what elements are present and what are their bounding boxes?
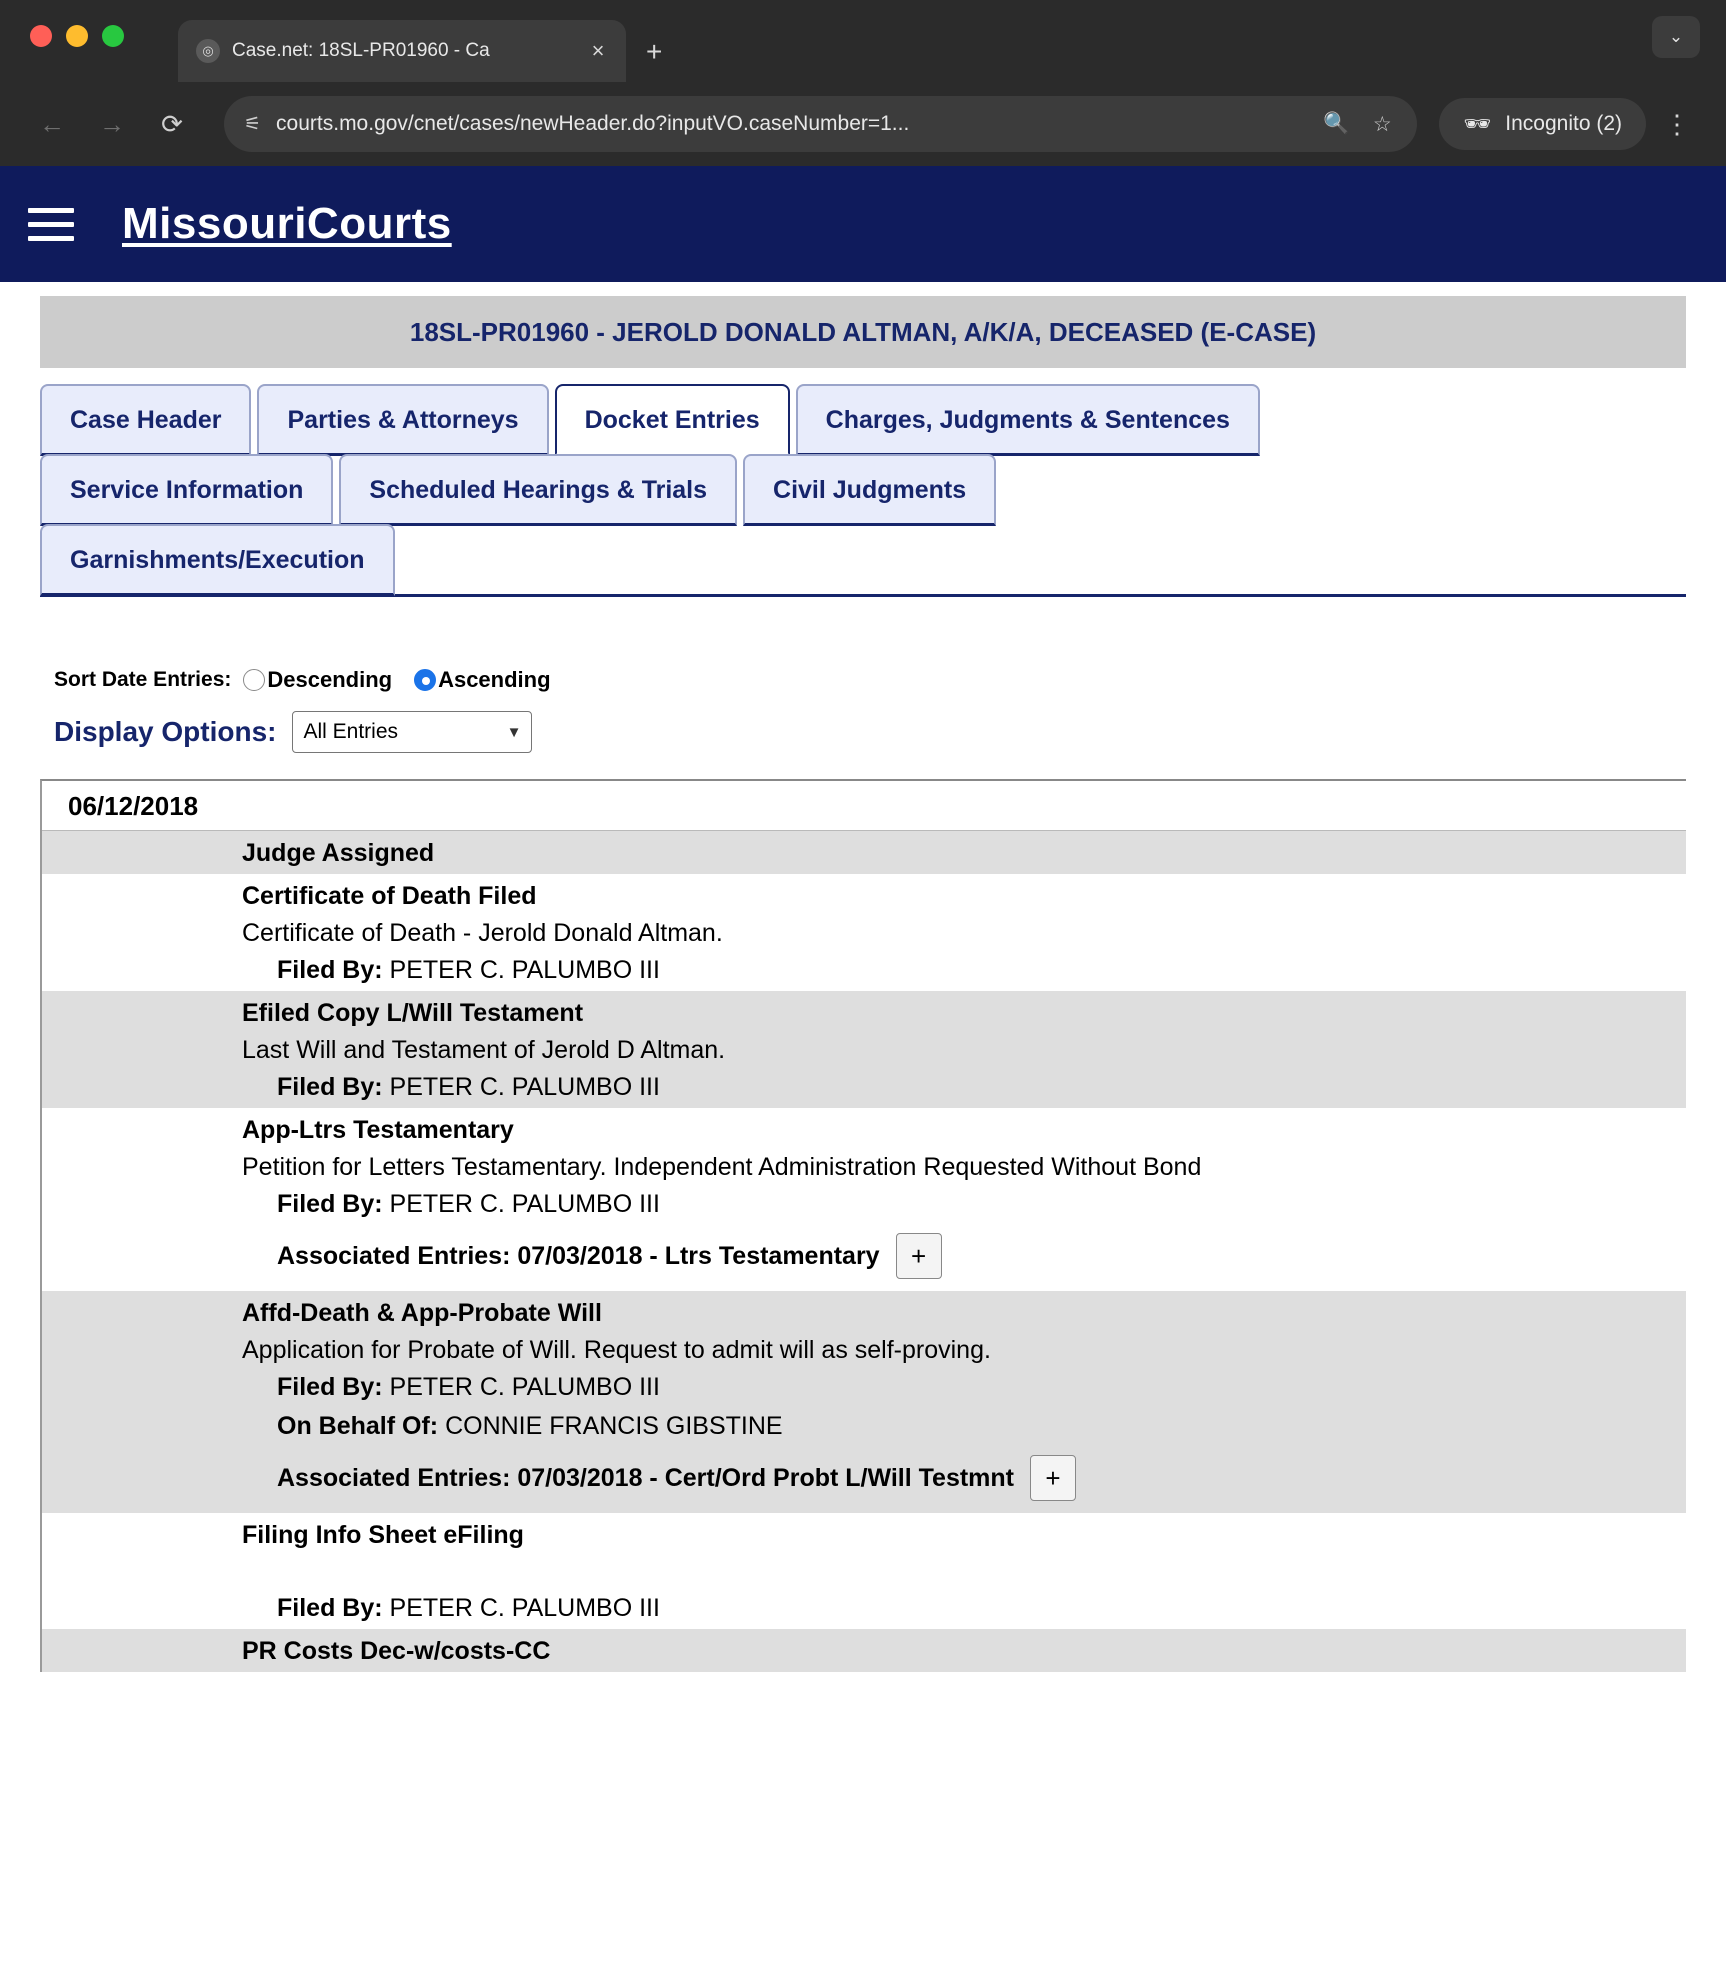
docket-entry-filed-by [42,1069,1686,1108]
on-behalf-of-label: On Behalf Of: [277,1412,439,1440]
docket-entry-title: Efiled Copy L/Will Testament [242,999,584,1027]
sort-date-entries-row [54,667,1686,693]
filed-by-value: PETER C. PALUMBO III [389,956,660,984]
docket-entry [42,1629,1686,1672]
forward-button[interactable]: → [99,108,125,139]
display-options-panel [40,597,1686,753]
docket-entry-description [42,1556,1686,1590]
chevron-down-icon[interactable]: ⌄ [1652,16,1700,58]
docket-entry-title: Filing Info Sheet eFiling [242,1521,524,1549]
docket-entry [42,1291,1686,1513]
brand-link[interactable]: MissouriCourts [122,199,452,248]
docket-entry-filed-by [42,952,1686,991]
filed-by-value: PETER C. PALUMBO III [389,1373,660,1401]
browser-toolbar [0,82,1726,166]
display-options-label: Display Options: [54,716,277,747]
new-tab-icon[interactable]: + [646,36,663,67]
case-tab-row-3 [40,524,1686,596]
docket-entry [42,1108,1686,1291]
docket-date: 06/12/2018 [42,781,1686,831]
filed-by-label: Filed By: [277,1373,383,1401]
incognito-label: Incognito (2) [1505,112,1622,135]
chevron-down-icon: ▼ [506,723,522,741]
tab-civil-judgments[interactable]: Civil Judgments [743,454,996,526]
associated-entries-row [42,1225,1686,1291]
associated-entries-text: Associated Entries: 07/03/2018 - Cert/Ord Probt L/Will Testmnt [277,1463,1015,1492]
reload-button[interactable]: ⟳ [161,108,183,139]
docket-entries-table [40,779,1686,1672]
docket-entry [42,874,1686,991]
docket-entry-filed-by [42,1186,1686,1225]
browser-chrome [0,0,1726,166]
case-banner: 18SL-PR01960 - JEROLD DONALD ALTMAN, A/K/A, DECEASED (E-CASE) [40,296,1686,368]
tab-charges-judgments-sentences[interactable]: Charges, Judgments & Sentences [796,384,1260,456]
associated-entries-row [42,1447,1686,1513]
case-tab-row-2 [40,454,1686,526]
docket-entry [42,831,1686,874]
case-tabs [40,368,1686,597]
docket-entry-title: PR Costs Dec-w/costs-CC [242,1637,551,1665]
expand-associated-entries-button[interactable]: + [1030,1455,1076,1501]
incognito-hat-icon: 🕶 [1463,111,1492,136]
docket-entry-title: Certificate of Death Filed [242,882,537,910]
close-tab-icon[interactable]: × [591,38,605,63]
address-bar[interactable] [224,96,1417,152]
tab-parties-attorneys[interactable]: Parties & Attorneys [257,384,548,456]
bookmark-star-icon[interactable]: ☆ [1372,112,1392,136]
filed-by-label: Filed By: [277,1190,383,1218]
tab-docket-entries[interactable]: Docket Entries [555,384,790,456]
tab-garnishments-execution[interactable]: Garnishments/Execution [40,524,395,596]
tab-title: Case.net: 18SL-PR01960 - Ca [232,40,490,61]
filed-by-label: Filed By: [277,1073,383,1101]
tab-service-information[interactable]: Service Information [40,454,333,526]
associated-entries-text: Associated Entries: 07/03/2018 - Ltrs Testamentary [277,1241,880,1270]
incognito-indicator[interactable] [1439,98,1646,150]
browser-tab[interactable] [178,20,626,82]
docket-entry-filed-by [42,1369,1686,1408]
tab-strip [0,0,1726,82]
docket-entry-filed-by [42,1590,1686,1629]
docket-entry-title: App-Ltrs Testamentary [242,1116,514,1144]
radio-ascending-label[interactable]: Ascending [438,667,551,692]
docket-entry-description: Last Will and Testament of Jerold D Altman. [242,1036,726,1064]
case-tab-row-1 [40,384,1686,456]
address-bar-url: courts.mo.gov/cnet/cases/newHeader.do?inputVO.caseNumber=1... [276,112,910,135]
docket-entry-on-behalf-of [42,1408,1686,1447]
sort-date-entries-label: Sort Date Entries: [54,668,232,691]
site-info-icon[interactable]: ⚟ [244,113,261,135]
tab-case-header[interactable]: Case Header [40,384,251,456]
radio-ascending[interactable] [414,669,436,691]
radio-descending-label[interactable]: Descending [267,667,393,692]
docket-entry-description: Petition for Letters Testamentary. Independent Administration Requested Without Bond [242,1153,1202,1181]
docket-entry-description: Certificate of Death - Jerold Donald Altman. [242,919,723,947]
radio-descending[interactable] [243,669,265,691]
filed-by-label: Filed By: [277,1594,383,1622]
minimize-window-button[interactable] [66,25,88,47]
display-options-value: All Entries [303,720,398,743]
close-window-button[interactable] [30,25,52,47]
zoom-window-button[interactable] [102,25,124,47]
expand-associated-entries-button[interactable]: + [896,1233,942,1279]
filed-by-value: PETER C. PALUMBO III [389,1190,660,1218]
page-icon: ◎ [196,39,220,63]
docket-entry [42,991,1686,1108]
on-behalf-of-value: CONNIE FRANCIS GIBSTINE [445,1412,783,1440]
docket-entry [42,1513,1686,1629]
display-options-select[interactable] [292,711,532,753]
display-options-row [54,711,1686,753]
site-header [0,166,1726,282]
back-button[interactable]: ← [39,108,65,139]
search-icon[interactable]: 🔍 [1323,112,1350,135]
page-content [0,296,1726,1672]
filed-by-value: PETER C. PALUMBO III [389,1594,660,1622]
browser-menu-icon[interactable]: ⋮ [1664,108,1690,139]
docket-entry-title: Judge Assigned [242,839,435,867]
hamburger-icon[interactable] [28,208,74,241]
filed-by-label: Filed By: [277,956,383,984]
filed-by-value: PETER C. PALUMBO III [389,1073,660,1101]
docket-entry-title: Affd-Death & App-Probate Will [242,1299,602,1327]
tab-scheduled-hearings-trials[interactable]: Scheduled Hearings & Trials [339,454,737,526]
window-controls [30,25,124,47]
docket-entry-description: Application for Probate of Will. Request to admit will as self-proving. [242,1336,991,1364]
